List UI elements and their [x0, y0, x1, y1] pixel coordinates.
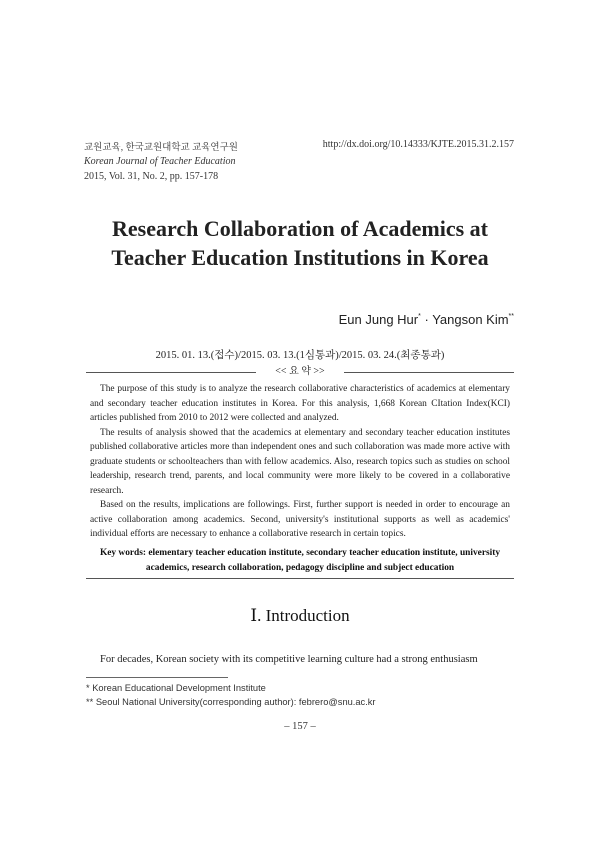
title-line-1: Research Collaboration of Academics at	[112, 216, 488, 241]
author-1-mark: *	[418, 313, 421, 320]
footnote-divider	[86, 677, 228, 678]
institution-line: 교원교육, 한국교원대학교 교육연구원	[84, 143, 238, 153]
title-line-2: Teacher Education Institutions in Korea	[111, 245, 489, 270]
abstract-body	[90, 382, 510, 542]
author-2: Yangson Kim	[432, 312, 509, 327]
abstract-paragraph: The purpose of this study is to analyze the research collaborative characteristics of academics at elementary and secondary teacher education institutes in Korea. For this analysis, 1,668 Korean CItation Index(KCI) articles published from 2010 to 2012 were collected and analyzed.	[90, 384, 510, 423]
author-separator: ·	[420, 312, 433, 327]
author-list	[339, 312, 514, 327]
submission-dates: 2015. 01. 13.(접수)/2015. 03. 13.(1심통과)/2015. 03. 24.(최종통과)	[155, 350, 445, 361]
doi-link[interactable]: http://dx.doi.org/10.14333/KJTE.2015.31.2.157	[322, 139, 514, 150]
keywords: Key words: elementary teacher education institute, secondary teacher education institute, university academics, research collaboration, pedagogy discipline and subject education	[99, 548, 501, 573]
abstract-paragraph: Based on the results, implications are followings. First, further support is needed in order to encourage an active collaboration among academics. Second, university's institutional supports as well as academics' individual efforts are necessary to enhance a collaborative research in certain topics.	[90, 500, 510, 539]
author-1: Eun Jung Hur	[338, 312, 419, 327]
footnote-2: ** Seoul National University(corresponding author): febrero@snu.ac.kr	[86, 697, 376, 707]
paper-title	[0, 214, 600, 272]
abstract-paragraph: The results of analysis showed that the academics at elementary and secondary teacher education institutes published collaborative articles more than independent ones and such collaboration was made more active with graduate students or schoolteachers than with fellow academics. Also, research topics such as studies on school leadership, research trend, parents, and local community were more likely to be covered in a collaborative research.	[90, 427, 510, 496]
journal-name: Korean Journal of Teacher Education	[84, 156, 236, 167]
volume-info: 2015, Vol. 31, No. 2, pp. 157-178	[84, 171, 219, 182]
keywords-divider	[86, 578, 514, 579]
abstract-heading	[86, 364, 514, 380]
intro-paragraph: For decades, Korean society with its competitive learning culture had a strong enthusiasm	[100, 654, 478, 665]
footnote-1: * Korean Educational Development Institute	[86, 683, 266, 693]
page-number: – 157 –	[284, 721, 316, 732]
abstract-heading-label: << 요 약 >>	[275, 366, 325, 377]
section-heading: Ⅰ. Introduction	[250, 606, 350, 625]
author-2-mark: **	[508, 313, 514, 320]
